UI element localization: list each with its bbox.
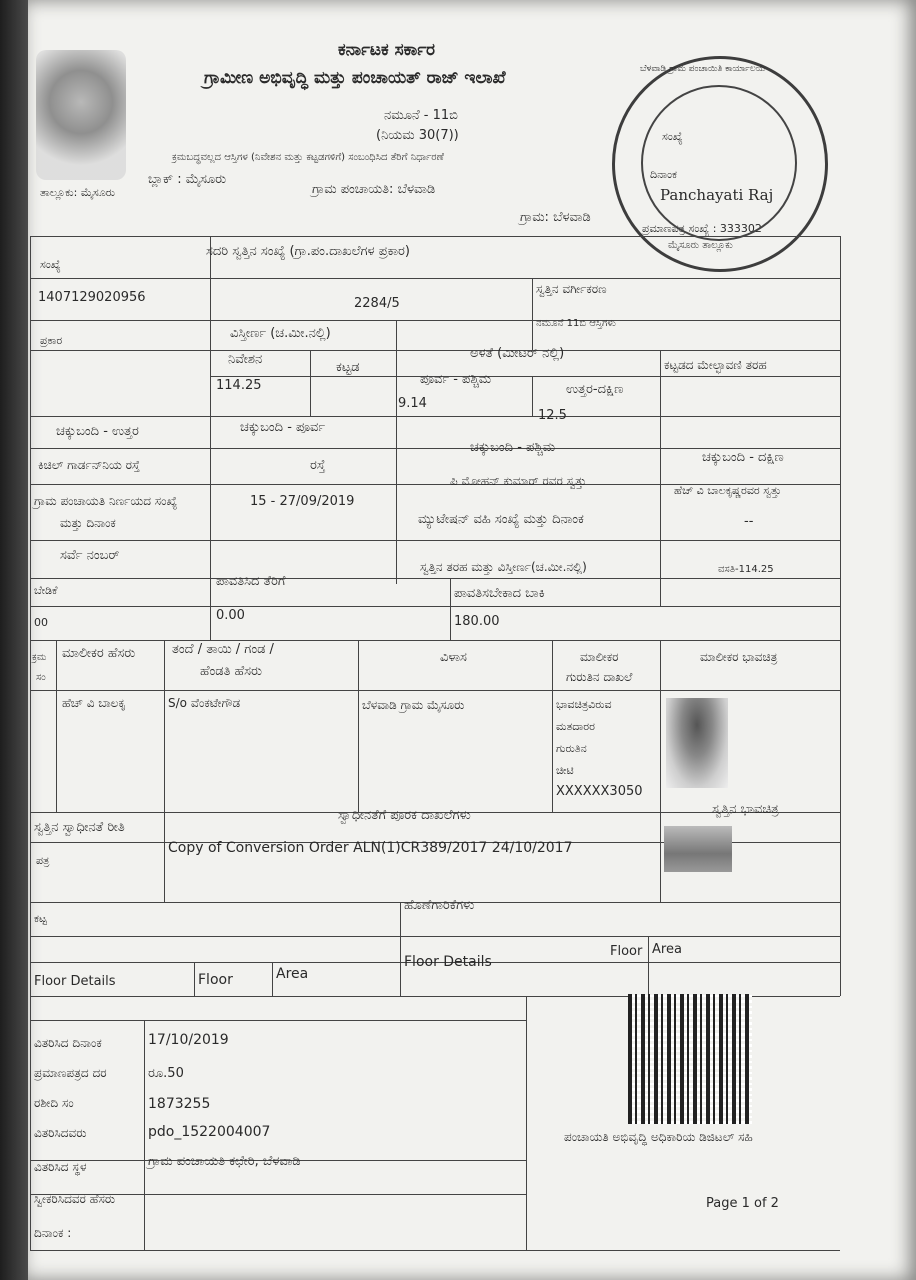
property-id-label: ಸಂಖ್ಯೆ	[40, 258, 61, 271]
property-photo-label: ಸ್ವತ್ತಿನ ಭಾವಚಿತ್ರ	[712, 802, 779, 817]
owner-no-label-a: ಕ್ರಮ	[32, 652, 47, 663]
rule-top	[30, 236, 840, 237]
owner-address: ಬೆಳವಾಡಿ ಗ್ರಾಮ ಮೈಸೂರು	[362, 698, 465, 712]
issue-place-value: ಗ್ರಾಮ ಪಂಚಾಯತಿ ಕಛೇರಿ, ಬೆಳವಾಡಿ	[148, 1154, 301, 1169]
seal-bottom-text: ಮೈಸೂರು ತಾಲ್ಲೂಕು	[668, 240, 733, 251]
boundary-east-value: ರಸ್ತೆ	[310, 458, 326, 473]
floor-details-left: Floor Details	[34, 974, 116, 989]
rule	[30, 540, 840, 541]
gp-label: ಗ್ರಾಮ ಪಂಚಾಯತಿ: ಬೆಳವಾಡಿ	[312, 182, 436, 197]
col-rule	[450, 578, 451, 640]
col-rule	[310, 350, 311, 416]
col-rule	[526, 996, 527, 1250]
rule	[30, 690, 840, 691]
boundary-south-value: ಹೆಚ್ ವಿ ಬಾಲಕೃಷ್ಣರವರ ಸ್ವತ್ತು	[674, 484, 782, 497]
col-rule	[194, 962, 195, 996]
east-west-value: 9.14	[398, 396, 427, 411]
site-value: 114.25	[216, 378, 262, 393]
form-subtitle: ಕ್ರಮಬದ್ಧವಲ್ಲದ ಆಸ್ತಿಗಳ (ನಿವೇಶನ ಮತ್ತು ಕಟ್ಟಡಗಳಿಗೆ) ಸಂಬಂಧಿಸಿದ ತೆರಿಗೆ ನಿರ್ಧಾರಣೆ	[172, 152, 444, 163]
col-rule	[660, 640, 661, 902]
building-type-label: ಕಟ್ಟಡದ ಮೇಲ್ಛಾವಣಿ ತರಹ	[664, 358, 767, 372]
receipt-value: 1873255	[148, 1096, 211, 1112]
type-area-label: ಸ್ವತ್ತಿನ ತರಹ ಮತ್ತು ವಿಸ್ತೀರ್ಣ(ಚ.ಮೀ.ನಲ್ಲಿ)	[420, 560, 587, 574]
rule	[30, 350, 840, 351]
recipient-name-label: ಸ್ವೀಕರಿಸಿದವರ ಹೆಸರು	[34, 1192, 116, 1206]
north-south-label: ಉತ್ತರ-ದಕ್ಷಿಣ	[566, 382, 624, 397]
rule	[30, 936, 840, 937]
rule-bottom	[30, 1250, 840, 1251]
boundary-south-label: ಚಕ್ಕುಬಂದಿ - ದಕ್ಷಿಣ	[702, 450, 784, 465]
digital-signature-label: ಪಂಚಾಯತಿ ಅಭಿವೃದ್ಧಿ ಅಧಿಕಾರಿಯ ಡಿಜಿಟಲ್ ಸಹಿ	[564, 1130, 753, 1144]
receipt-label: ರಶೀದಿ ಸಂ	[34, 1096, 74, 1110]
col-rule	[648, 936, 649, 996]
recipient-date-label: ದಿನಾಂಕ :	[34, 1226, 72, 1240]
owner-photo	[666, 698, 728, 788]
col-rule	[396, 320, 397, 584]
rule	[30, 416, 840, 417]
owner-name: ಹೆಚ್ ವಿ ಬಾಲಕೃ	[62, 696, 127, 710]
col-rule	[210, 236, 211, 640]
area-right: Area	[652, 942, 682, 957]
fee-label: ಪ್ರಮಾಣಪತ್ರದ ದರ	[34, 1066, 107, 1080]
classification-label: ಸ್ವತ್ತಿನ ವರ್ಗೀಕರಣ	[536, 282, 607, 296]
col-rule	[532, 278, 533, 350]
floor-left-partial: ಕಟ್ಟ	[34, 912, 47, 925]
supporting-docs-label: ಸ್ವಾಧೀನತೆಗೆ ಪೂರಕ ದಾಖಲೆಗಳು	[338, 808, 471, 823]
form-name: ನಮೂನೆ - 11ಬಿ	[384, 108, 458, 123]
owner-name-label: ಮಾಲೀಕರ ಹೆಸರು	[62, 646, 136, 661]
owner-id-line-2: ಮತದಾರರ	[556, 720, 595, 733]
col-rule	[358, 640, 359, 812]
floor-details-right: Floor Details	[404, 954, 492, 970]
col-rule	[532, 376, 533, 416]
type-area-value: ವಸತಿ-114.25	[718, 564, 774, 575]
header-department: ಗ್ರಾಮೀಣ ಅಭಿವೃದ್ಧಿ ಮತ್ತು ಪಂಚಾಯತ್ ರಾಜ್ ಇಲಾಖೆ	[204, 68, 506, 88]
owner-relation-label-a: ತಂದೆ / ತಾಯಿ / ಗಂಡ /	[172, 642, 274, 657]
owner-relation-label-b: ಹೆಂಡತಿ ಹೆಸರು	[200, 664, 263, 679]
col-rule	[552, 640, 553, 812]
resolution-label-1: ಗ್ರಾಮ ಪಂಚಾಯತಿ ನಿರ್ಣಯದ ಸಂಖ್ಯೆ	[34, 494, 178, 508]
boundary-north-value: ಕಿಚಿಲ್ ಗಾರ್ಡನ್‌ನಿಯ ರಸ್ತೆ	[38, 458, 140, 472]
seal-inner-ring	[641, 85, 797, 241]
col-rule	[164, 640, 165, 902]
measure-label: ಅಳತೆ (ಮೀಟರ್ ನಲ್ಲಿ)	[470, 346, 565, 361]
issued-by-value: pdo_1522004007	[148, 1124, 271, 1140]
acquisition-method-label: ಸ್ವತ್ತಿನ ಸ್ವಾಧೀನತೆ ರೀತಿ	[34, 820, 125, 835]
property-id-value: 1407129020956	[38, 290, 146, 305]
site-label: ನಿವೇಶನ	[228, 352, 263, 367]
issue-place-label: ವಿತರಿಸಿದ ಸ್ಥಳ	[34, 1160, 87, 1174]
col-rule	[144, 1020, 145, 1250]
binding-spine	[0, 0, 28, 1280]
tax-left-label: ಬೇಡಿಕೆ	[34, 584, 58, 597]
tax-due-label: ಪಾವತಿಸಬೇಕಾದ ಬಾಕಿ	[454, 586, 545, 601]
issue-date-value: 17/10/2019	[148, 1032, 229, 1048]
owner-id-line-1: ಭಾವಚಿತ್ರವಿರುವ	[556, 698, 612, 711]
resolution-label-2: ಮತ್ತು ದಿನಾಂಕ	[60, 516, 116, 530]
owner-id-label-a: ಮಾಲೀಕರ	[580, 650, 619, 664]
rule	[30, 448, 840, 449]
owner-photo-label: ಮಾಲೀಕರ ಭಾವಚಿತ್ರ	[700, 650, 778, 664]
rule	[210, 376, 840, 377]
header-government: ಕರ್ನಾಟಕ ಸರ್ಕಾರ	[338, 40, 436, 60]
certificate-number: ಪ್ರಮಾಣಪತ್ರ ಸಂಖ್ಯೆ : 333302	[642, 222, 762, 235]
col-rule	[56, 640, 57, 812]
north-south-value: 12.5	[538, 408, 567, 423]
taluk-label: ತಾಲ್ಲೂಕು: ಮೈಸೂರು	[40, 186, 116, 199]
east-west-label: ಪೂರ್ವ - ಪಶ್ಚಿಮ	[420, 372, 492, 387]
block-label: ಬ್ಲಾಕ್ : ಮೈಸೂರು	[148, 172, 227, 187]
property-photo	[664, 826, 732, 872]
owner-relation: S/o ವೆಂಕಟೇಗೌಡ	[168, 696, 241, 710]
fee-value: ರೂ.50	[148, 1066, 184, 1081]
tax-paid-value: 0.00	[216, 608, 245, 623]
col-rule	[272, 962, 273, 996]
tax-paid-label: ಪಾವತಿಸಿದ ತೆರಿಗೆ	[216, 574, 286, 589]
rule	[30, 640, 840, 641]
type-label: ಪ್ರಕಾರ	[40, 334, 63, 347]
mutation-label: ಮ್ಯುಟೇಷನ್ ವಹಿ ಸಂಖ್ಯೆ ಮತ್ತು ದಿನಾಂಕ	[418, 512, 584, 527]
property-no-label: ಸದರಿ ಸ್ವತ್ತಿನ ಸಂಖ್ಯೆ (ಗ್ರಾ.ಪಂ.ದಾಖಲೆಗಳ ಪ್ರಕಾರ)	[206, 244, 410, 259]
frame-right	[840, 236, 841, 996]
owner-address-label: ವಿಳಾಸ	[440, 650, 467, 665]
owner-id-line-4: ಚೀಟಿ	[556, 764, 574, 777]
conversion-order: Copy of Conversion Order ALN(1)CR389/2017 24/10/2017	[168, 840, 573, 856]
frame-left	[30, 236, 31, 1250]
issued-by-label: ವಿತರಿಸಿದವರು	[34, 1126, 87, 1140]
owner-no-label-b: ಸಂ	[36, 672, 46, 683]
qr-code-icon	[628, 994, 752, 1124]
rule	[30, 278, 840, 279]
seal-sankhye: ಸಂಖ್ಯೆ	[662, 130, 683, 143]
boundary-east-label: ಚಕ್ಕುಬಂದಿ - ಪೂರ್ವ	[240, 420, 326, 435]
owner-id-line-3: ಗುರುತಿನ	[556, 742, 587, 755]
issue-date-label: ವಿತರಿಸಿದ ದಿನಾಂಕ	[34, 1036, 102, 1050]
form-rule: (ನಿಯಮ 30(7))	[376, 128, 459, 143]
area-label: ವಿಸ್ತೀರ್ಣ (ಚ.ಮೀ.ನಲ್ಲಿ)	[230, 326, 331, 341]
tax-due-value: 180.00	[454, 614, 500, 629]
classification-value: ನಮೂನೆ 11ಬಿ ಆಸ್ತಿಗಳು	[536, 318, 616, 329]
boundary-west-value: ಪಿ ಮೋಹನ್ ಕುಮಾರ್ ರವರ ಸ್ವತ್ತು	[450, 474, 587, 488]
floor-left: Floor	[198, 972, 233, 988]
resolution-value: 15 - 27/09/2019	[250, 494, 355, 509]
owner-id-label-b: ಗುರುತಿನ ದಾಖಲೆ	[566, 670, 633, 684]
page-number: Page 1 of 2	[706, 1196, 779, 1211]
property-no-value: 2284/5	[354, 296, 400, 311]
floor-right: Floor	[610, 944, 643, 959]
seal-logo-text: Panchayati Raj	[660, 186, 774, 204]
col-rule	[400, 902, 401, 996]
acquisition-left-sub: ಪತ್ರ	[36, 854, 50, 867]
area-left: Area	[276, 966, 309, 982]
rule	[30, 320, 840, 321]
seal-ring-text: ಬೆಳವಾಡಿ ಗ್ರಾಮ ಪಂಚಾಯಿತಿ ಕಾರ್ಯಾಲಯ	[640, 64, 766, 74]
owner-id-number: XXXXXX3050	[556, 784, 643, 799]
boundary-north-label: ಚಕ್ಕುಬಂದಿ - ಉತ್ತರ	[56, 424, 139, 439]
survey-label: ಸರ್ವೆ ನಂಬರ್	[60, 548, 120, 563]
village-label: ಗ್ರಾಮ: ಬೆಳವಾಡಿ	[520, 210, 591, 225]
liabilities-label: ಹೊಣೆಗಾರಿಕೆಗಳು	[404, 898, 475, 913]
tax-left-value: 00	[34, 616, 48, 629]
building-label: ಕಟ್ಟಡ	[336, 360, 360, 375]
karnataka-emblem-icon	[36, 50, 126, 180]
boundary-west-label: ಚಕ್ಕುಬಂದಿ - ಪಶ್ಚಿಮ	[470, 440, 556, 455]
col-rule	[660, 350, 661, 606]
seal-dinanka: ದಿನಾಂಕ	[650, 168, 677, 181]
rule	[30, 1020, 526, 1021]
rule	[30, 578, 840, 579]
rule	[30, 606, 840, 607]
mutation-value: --	[744, 514, 754, 529]
